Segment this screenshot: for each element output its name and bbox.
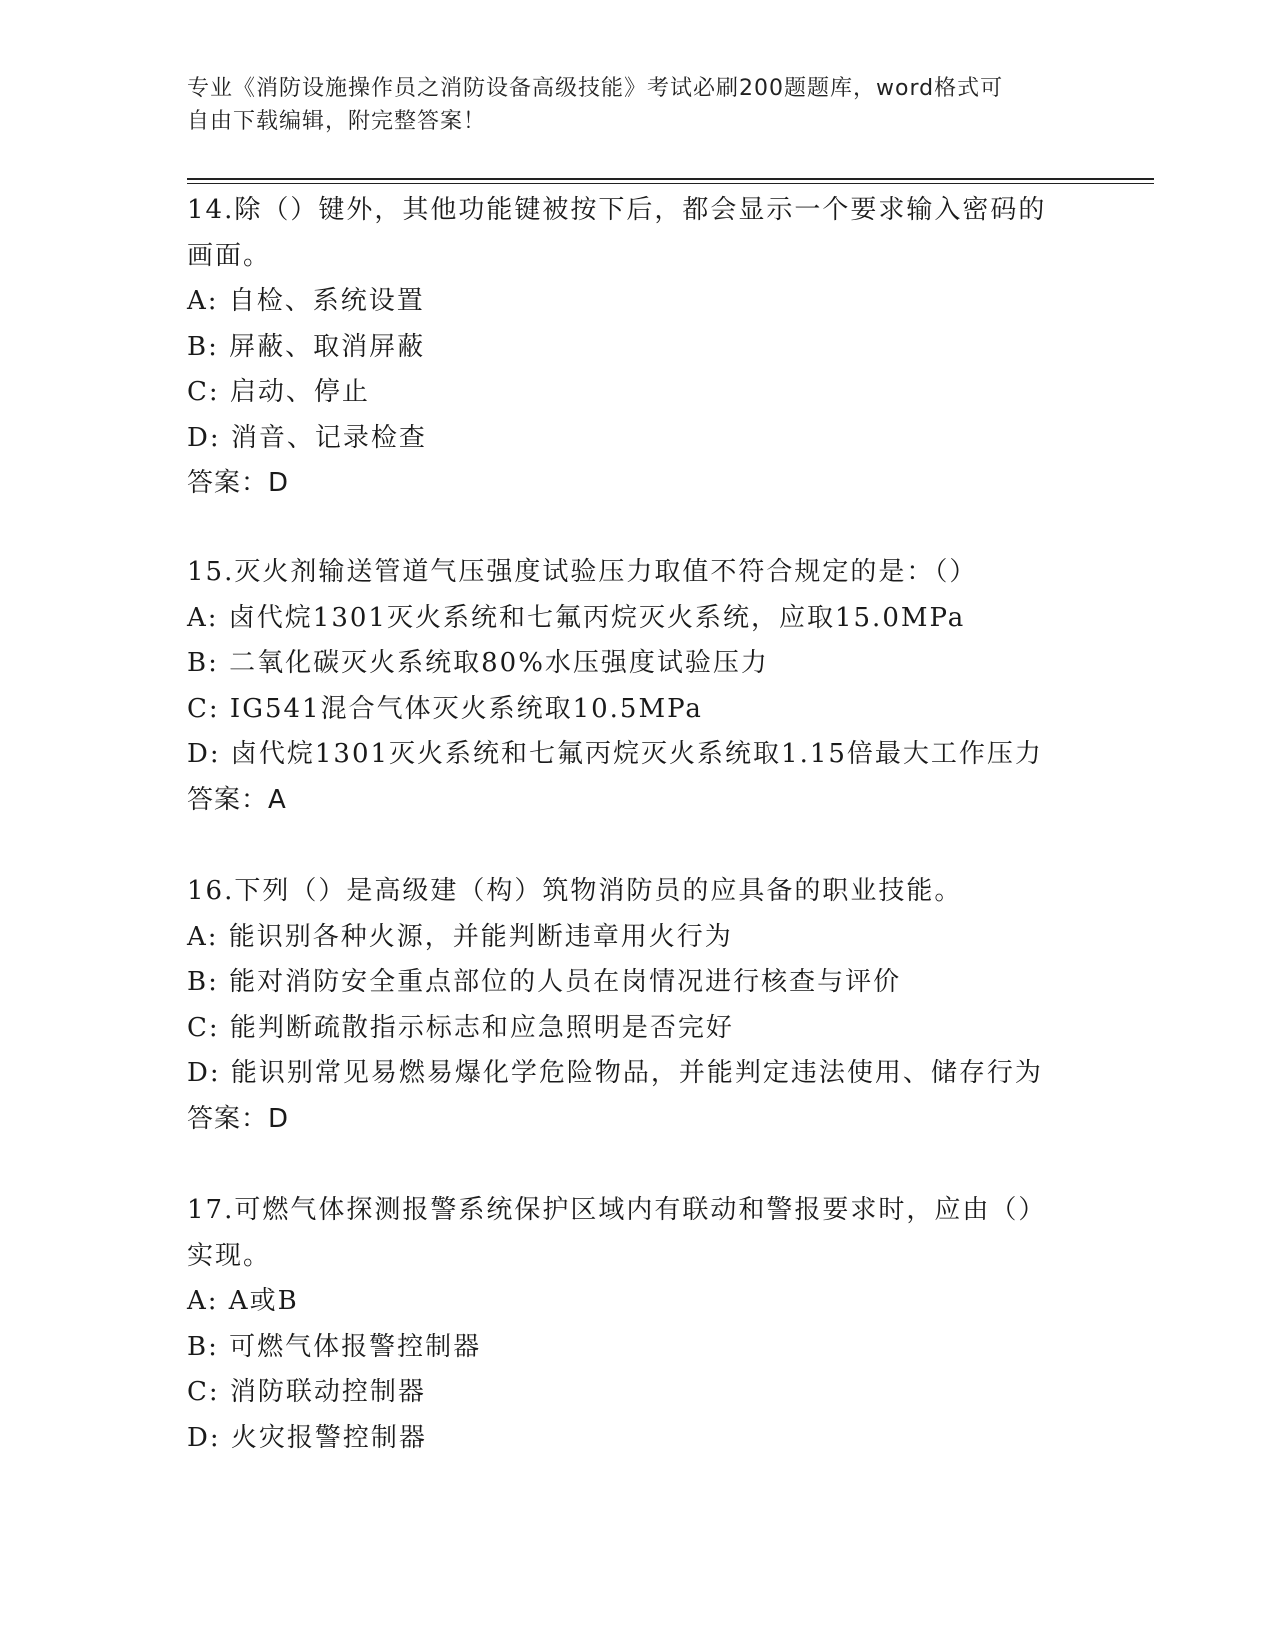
header-divider-thick — [187, 178, 1154, 180]
option-c: C: IG541混合气体灭火系统取10.5MPa — [187, 693, 703, 724]
question-15 — [187, 550, 1087, 823]
question-stem-continued: 画面。 — [187, 240, 272, 271]
option-d: D: 火灾报警控制器 — [187, 1422, 427, 1453]
option-b: B: 可燃气体报警控制器 — [187, 1331, 482, 1362]
question-16 — [187, 869, 1087, 1142]
option-b: B: 屏蔽、取消屏蔽 — [187, 331, 426, 362]
header-line-2: 自由下载编辑，附完整答案！ — [187, 109, 487, 134]
option-c: C: 消防联动控制器 — [187, 1377, 426, 1407]
answer: 答案：D — [187, 1103, 290, 1134]
option-a: A: A或B — [187, 1286, 299, 1316]
header-divider-thin — [187, 183, 1154, 184]
option-d: D: 消音、记录检查 — [187, 422, 427, 453]
question-14 — [187, 188, 1087, 507]
option-c: C: 启动、停止 — [187, 377, 370, 407]
option-c: C: 能判断疏散指示标志和应急照明是否完好 — [187, 1012, 734, 1043]
question-stem: 17.可燃气体探测报警系统保护区域内有联动和警报要求时，应由（） — [187, 1195, 1047, 1225]
question-stem: 14.除（）键外，其他功能键被按下后，都会显示一个要求输入密码的 — [187, 195, 1047, 225]
option-a: A: 自检、系统设置 — [187, 286, 425, 316]
question-stem-continued: 实现。 — [187, 1240, 272, 1271]
document-header — [187, 72, 1087, 138]
option-d: D: 卤代烷1301灭火系统和七氟丙烷灭火系统取1.15倍最大工作压力 — [187, 739, 1043, 769]
option-d: D: 能识别常见易燃易爆化学危险物品，并能判定违法使用、储存行为 — [187, 1058, 1043, 1088]
question-stem: 16.下列（）是高级建（构）筑物消防员的应具备的职业技能。 — [187, 876, 963, 906]
answer: 答案：A — [187, 784, 287, 815]
option-a: A: 能识别各种火源，并能判断违章用火行为 — [187, 921, 733, 952]
question-stem: 15.灭火剂输送管道气压强度试验压力取值不符合规定的是：（） — [187, 557, 978, 587]
answer: 答案：D — [187, 468, 290, 498]
option-a: A: 卤代烷1301灭火系统和七氟丙烷灭火系统，应取15.0MPa — [187, 602, 966, 633]
option-b: B: 二氧化碳灭火系统取80%水压强度试验压力 — [187, 648, 769, 678]
question-17 — [187, 1188, 1087, 1461]
option-b: B: 能对消防安全重点部位的人员在岗情况进行核查与评价 — [187, 967, 902, 997]
header-line-1: 专业《消防设施操作员之消防设备高级技能》考试必刷200题题库，word格式可 — [187, 76, 1004, 101]
